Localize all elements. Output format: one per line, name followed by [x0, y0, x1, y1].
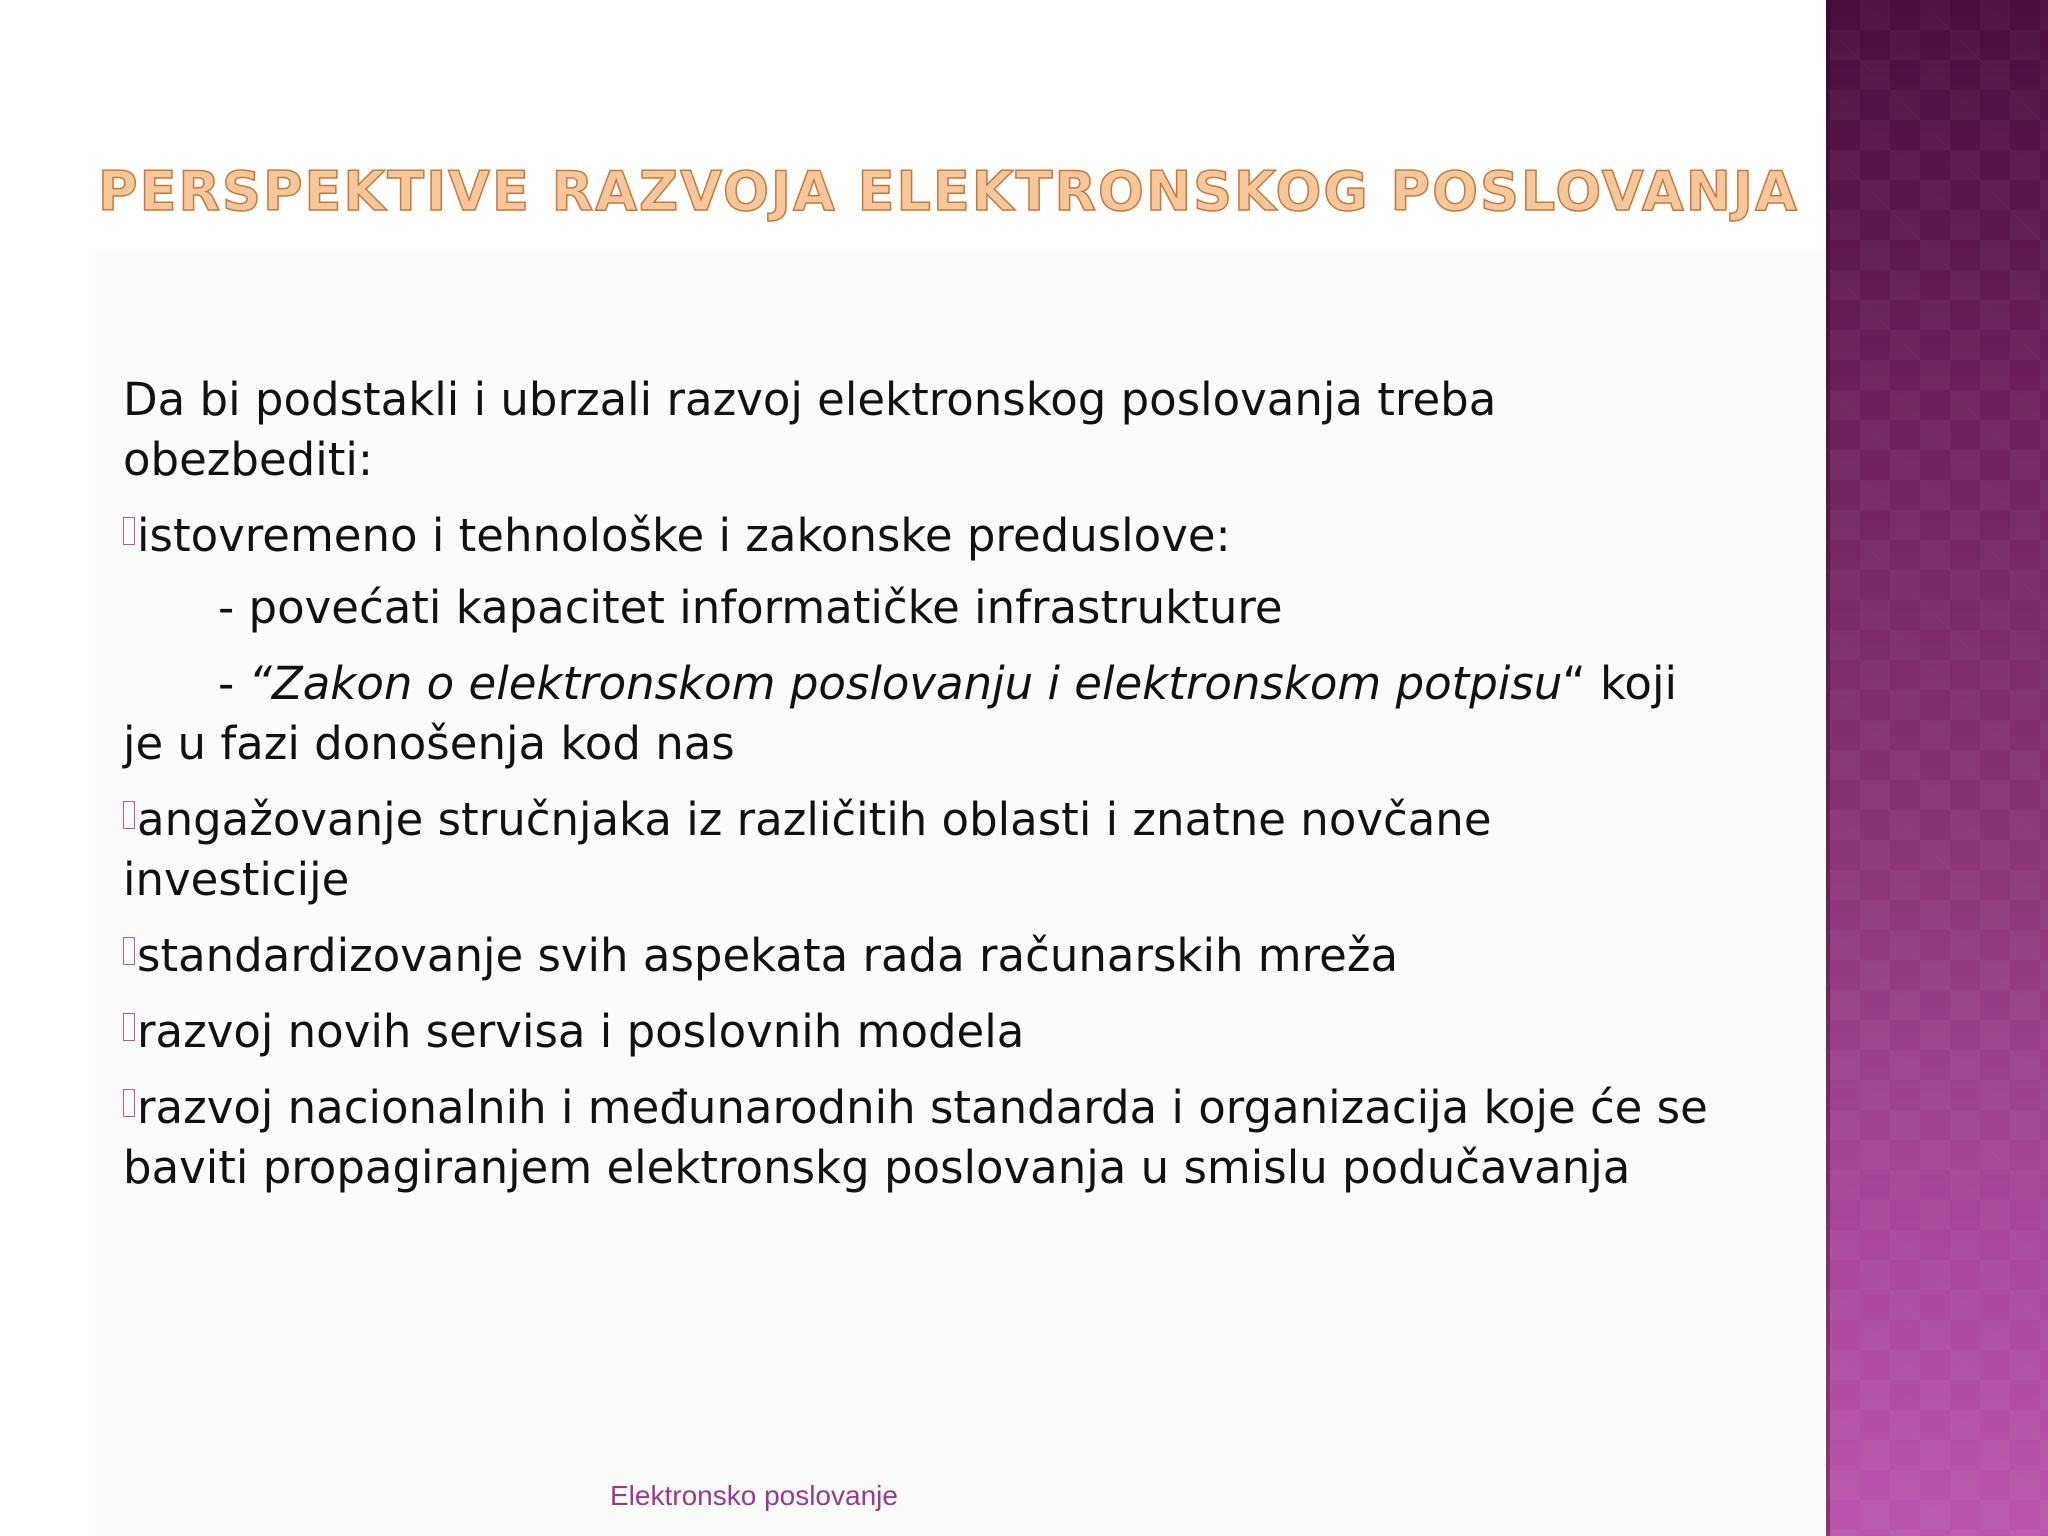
sub-item: - povećati kapacitet informatičke infrastrukture [218, 581, 1283, 634]
bullet-item [123, 1078, 1723, 1198]
bullet-item [123, 926, 1723, 986]
bullet-text: istovremeno i tehnološke i zakonske preduslove: [137, 509, 1231, 562]
sidebar-pattern [1830, 0, 2048, 1536]
bullet-marker-icon [123, 1013, 135, 1041]
bullet-text: standardizovanje svih aspekata rada računarskih mreža [137, 929, 1399, 982]
slide-title: PERSPEKTIVE RAZVOJA ELEKTRONSKOG POSLOVANJA [98, 160, 1799, 223]
intro-paragraph: Da bi podstakli i ubrzali razvoj elektronskog poslovanja treba obezbediti: [123, 373, 1497, 486]
bullet-text: razvoj nacionalnih i međunarodnih standarda i organizacija koje će se baviti propagiranjem elektronskg poslovanja u smislu podučavanja [123, 1081, 1708, 1194]
sub-item-prefix: - [218, 657, 249, 710]
slide-body [123, 370, 1723, 1214]
bullet-text: angažovanje stručnjaka iz različitih oblasti i znatne novčane investicije [123, 793, 1492, 906]
bullet-marker-icon [123, 801, 135, 829]
bullet-item [123, 506, 1723, 566]
sub-item-suffix: “ koji je u fazi donošenja kod nas [123, 657, 1677, 770]
bullet-marker-icon [123, 517, 135, 545]
bullet-item [123, 790, 1723, 910]
slide-footer: Elektronsko poslovanje [610, 1480, 898, 1511]
bullet-marker-icon [123, 1089, 135, 1117]
bullet-item [123, 1002, 1723, 1062]
bullet-text: razvoj novih servisa i poslovnih modela [137, 1005, 1025, 1058]
sidebar-divider [1826, 0, 1830, 1536]
sub-item [123, 654, 1723, 774]
bullet-marker-icon [123, 937, 135, 965]
law-title: “Zakon o elektronskom poslovanju i elektronskom potpisu [248, 657, 1563, 710]
